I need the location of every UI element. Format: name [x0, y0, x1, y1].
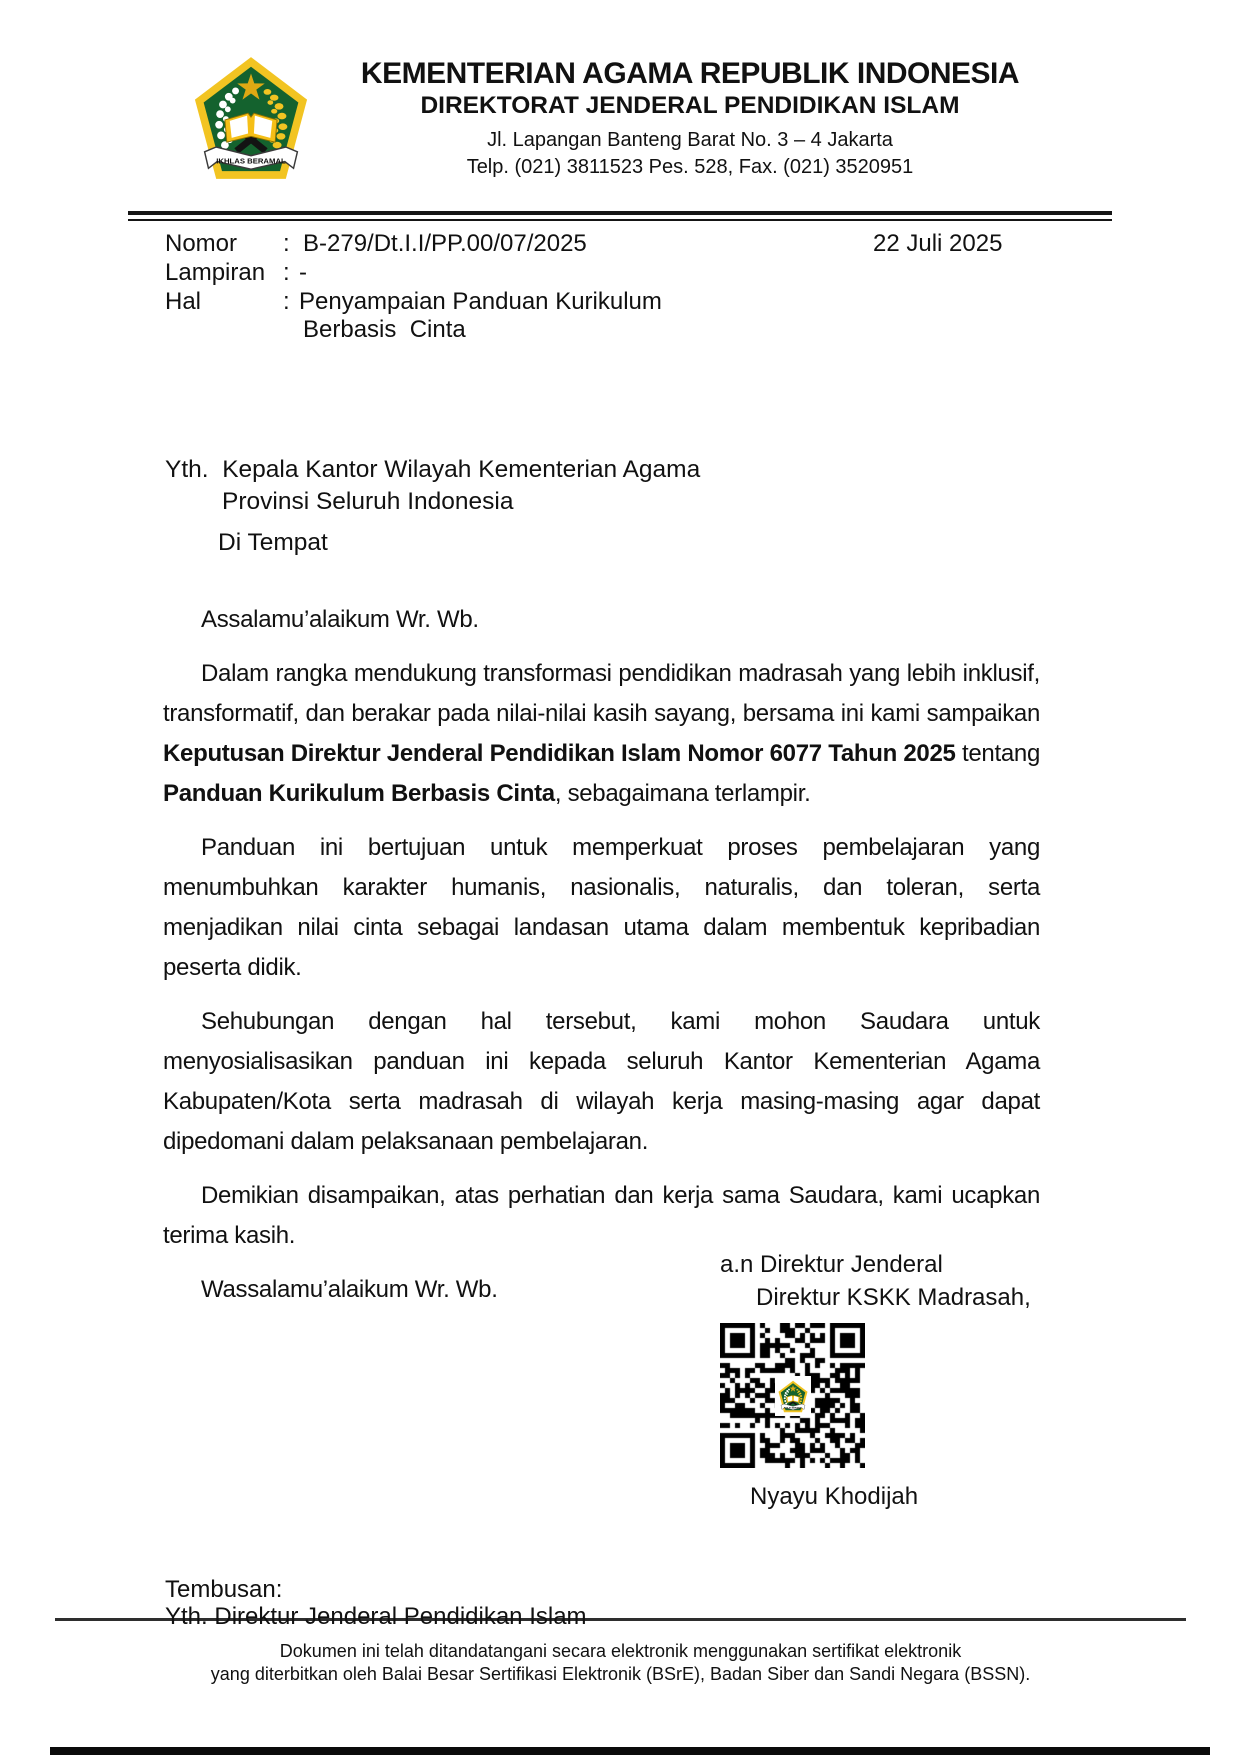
- letterhead-address: Jl. Lapangan Banteng Barat No. 3 – 4 Jakarta: [487, 129, 893, 151]
- kemenag-logo-icon: [193, 54, 309, 182]
- letter-body: [163, 600, 1040, 1324]
- tembusan-item: Yth. Direktur Jenderal Pendidikan Islam: [165, 1603, 587, 1630]
- paragraph-1-text: Dalam rangka mendukung transformasi pendidikan madrasah yang lebih inklusif, transformatif, dan berakar pada nilai-nilai kasih sayang, bersama ini kami sampaikan: [163, 660, 1040, 727]
- letterhead-divider: [128, 211, 1112, 221]
- nomor-label: Nomor: [165, 230, 238, 257]
- nomor-colon: :: [283, 230, 290, 257]
- paragraph-2: Panduan ini bertujuan untuk memperkuat proses pembelajaran yang menumbuhkan karakter humanis, nasionalis, naturalis, dan toleran, serta menjadikan nilai cinta sebagai landasan utama dalam membentuk kepribadian peserta didik.: [163, 834, 1040, 981]
- signer-name: Nyayu Khodijah: [750, 1483, 919, 1510]
- lampiran-colon: :: [283, 259, 290, 286]
- paragraph-1-text-3: , sebagaimana terlampir.: [554, 780, 811, 807]
- lampiran-value: -: [299, 259, 307, 286]
- hal-value: Penyampaian Panduan Kurikulum: [299, 288, 662, 315]
- recipient-line-2: Provinsi Seluruh Indonesia: [222, 488, 514, 515]
- letter-date: 22 Juli 2025: [873, 230, 1003, 257]
- letterhead-phone: Telp. (021) 3811523 Pes. 528, Fax. (021) 3520951: [466, 156, 914, 178]
- recipient-line-3: Di Tempat: [218, 529, 328, 556]
- salutation: Assalamu’alaikum Wr. Wb.: [201, 606, 479, 633]
- paragraph-1-text-2: tentang: [955, 740, 1040, 767]
- paragraph-1-bold-decree: Keputusan Direktur Jenderal Pendidikan Islam Nomor 6077 Tahun 2025: [163, 740, 956, 767]
- qr-center-emblem-icon: [775, 1376, 811, 1416]
- signature-on-behalf: a.n Direktur Jenderal: [720, 1251, 943, 1278]
- paragraph-4: Demikian disampaikan, atas perhatian dan kerja sama Saudara, kami ucapkan terima kasih.: [163, 1182, 1040, 1249]
- page-bottom-bar: [50, 1747, 1210, 1755]
- paragraph-1-bold-guide: Panduan Kurikulum Berbasis Cinta: [163, 780, 555, 807]
- recipient-line-1: Yth. Kepala Kantor Wilayah Kementerian Agama: [165, 456, 701, 483]
- nomor-value: B-279/Dt.I.I/PP.00/07/2025: [303, 230, 587, 257]
- letterhead: [340, 57, 1040, 181]
- directorate-name: DIREKTORAT JENDERAL PENDIDIKAN ISLAM: [420, 92, 960, 119]
- closing-salutation: Wassalamu’alaikum Wr. Wb.: [201, 1276, 498, 1303]
- hal-colon: :: [283, 288, 290, 315]
- ministry-name: KEMENTERIAN AGAMA REPUBLIK INDONESIA: [360, 57, 1020, 90]
- paragraph-3: Sehubungan dengan hal tersebut, kami mohon Saudara untuk menyosialisasikan panduan ini kepada seluruh Kantor Kementerian Agama Kabupaten/Kota serta madrasah di wilayah kerja masing-masing agar dapat dipedomani dalam pelaksanaan pembelajaran.: [163, 1008, 1040, 1155]
- lampiran-label: Lampiran: [165, 259, 266, 286]
- hal-value-line2: Berbasis Cinta: [303, 316, 466, 343]
- tembusan-label: Tembusan:: [165, 1576, 283, 1603]
- hal-label: Hal: [165, 288, 202, 315]
- paragraph-1: [163, 654, 1040, 814]
- disclaimer-line-1: Dokumen ini telah ditandatangani secara elektronik menggunakan sertifikat elektronik: [279, 1641, 962, 1661]
- electronic-signature-disclaimer: [0, 1640, 1241, 1686]
- qr-signature-code: [720, 1323, 865, 1468]
- signature-title: Direktur KSKK Madrasah,: [756, 1284, 1031, 1311]
- disclaimer-line-2: yang diterbitkan oleh Balai Besar Sertifikasi Elektronik (BSrE), Badan Siber dan Sandi Negara (BSSN).: [210, 1664, 1031, 1684]
